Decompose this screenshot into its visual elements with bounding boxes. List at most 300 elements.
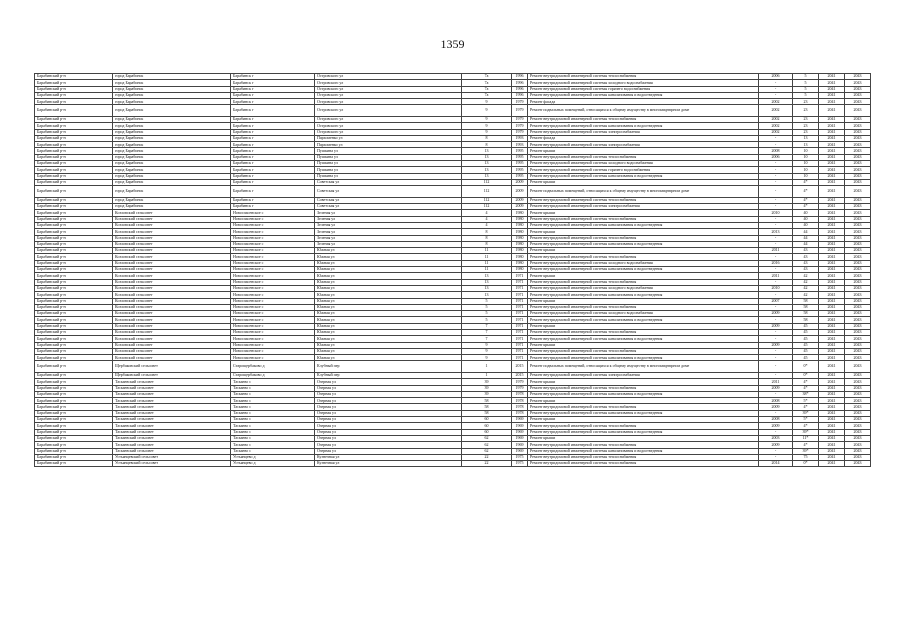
district-cell: Барабинский р-н	[35, 410, 113, 416]
settlement-cell: Устьянцевский сельсовет	[113, 461, 231, 467]
wear-percent-cell: 42	[793, 273, 819, 279]
settlement-cell: Таскаевский сельсовет	[113, 435, 231, 441]
plan-end-year-cell: 2043	[845, 454, 871, 460]
build-year-cell: 1979	[512, 385, 528, 391]
street-cell: Островского ул	[315, 116, 462, 122]
settlement-cell: Таскаевский сельсовет	[113, 379, 231, 385]
plan-start-year-cell: 2041	[819, 461, 845, 467]
street-cell: Зеленая ул	[315, 241, 462, 247]
street-cell: Южная ул	[315, 273, 462, 279]
street-cell: Южная ул	[315, 279, 462, 285]
street-cell: Островского ул	[315, 74, 462, 80]
house-number-cell: 9	[462, 342, 512, 348]
last-repair-year-cell: -	[759, 355, 793, 361]
locality-cell: Барабинск г	[231, 142, 315, 148]
wear-percent-cell: 75	[793, 454, 819, 460]
work-type-cell: Ремонт внутридомовой инженерной системы теплоснабжения	[528, 461, 759, 467]
last-repair-year-cell: 2011	[759, 248, 793, 254]
last-repair-year-cell: -	[759, 186, 793, 198]
street-cell: Южная ул	[315, 254, 462, 260]
house-number-cell: 39	[462, 379, 512, 385]
last-repair-year-cell: -	[759, 135, 793, 141]
locality-cell: Новоспасенское с	[231, 292, 315, 298]
build-year-cell: 1971	[512, 311, 528, 317]
work-type-cell: Ремонт внутридомовой инженерной системы канализования и водоотведения	[528, 317, 759, 323]
district-cell: Барабинский р-н	[35, 279, 113, 285]
house-number-cell: 13	[462, 167, 512, 173]
district-cell: Барабинский р-н	[35, 404, 113, 410]
house-number-cell: 9	[462, 129, 512, 135]
house-number-cell: 8	[462, 229, 512, 235]
plan-end-year-cell: 2043	[845, 129, 871, 135]
house-number-cell: 39	[462, 385, 512, 391]
street-cell: Клубный пер	[315, 372, 462, 378]
house-number-cell: 112	[462, 179, 512, 185]
locality-cell: Барабинск г	[231, 116, 315, 122]
plan-start-year-cell: 2041	[819, 80, 845, 86]
district-cell: Барабинский р-н	[35, 116, 113, 122]
plan-start-year-cell: 2041	[819, 448, 845, 454]
last-repair-year-cell: -	[759, 92, 793, 98]
house-number-cell: 11	[462, 267, 512, 273]
district-cell: Барабинский р-н	[35, 99, 113, 105]
street-cell: Озерная ул	[315, 442, 462, 448]
work-type-cell: Ремонт крыши	[528, 417, 759, 423]
plan-end-year-cell: 2043	[845, 355, 871, 361]
wear-percent-cell: 58	[793, 298, 819, 304]
settlement-cell: Козловский сельсовет	[113, 254, 231, 260]
locality-cell: Новоспасенское с	[231, 342, 315, 348]
work-type-cell: Ремонт внутридомовой инженерной системы канализования и водоотведения	[528, 92, 759, 98]
settlement-cell: Щербаковский сельсовет	[113, 372, 231, 378]
locality-cell: Барабинск г	[231, 99, 315, 105]
plan-start-year-cell: 2041	[819, 410, 845, 416]
build-year-cell: 1979	[512, 129, 528, 135]
locality-cell: Барабинск г	[231, 167, 315, 173]
work-type-cell: Ремонт внутридомовой инженерной системы канализования и водоотведения	[528, 429, 759, 435]
plan-start-year-cell: 2041	[819, 273, 845, 279]
district-cell: Барабинский р-н	[35, 216, 113, 222]
build-year-cell: 1971	[512, 317, 528, 323]
build-year-cell: 1971	[512, 348, 528, 354]
plan-end-year-cell: 2043	[845, 241, 871, 247]
build-year-cell: 1969	[512, 448, 528, 454]
locality-cell: Устьянцево д	[231, 454, 315, 460]
plan-end-year-cell: 2043	[845, 254, 871, 260]
house-number-cell: 1	[462, 372, 512, 378]
last-repair-year-cell: 2010	[759, 285, 793, 291]
street-cell: Южная ул	[315, 292, 462, 298]
plan-end-year-cell: 2043	[845, 235, 871, 241]
plan-start-year-cell: 2041	[819, 267, 845, 273]
district-cell: Барабинский р-н	[35, 186, 113, 198]
plan-end-year-cell: 2043	[845, 304, 871, 310]
last-repair-year-cell: 2011	[759, 379, 793, 385]
build-year-cell: 1971	[512, 342, 528, 348]
wear-percent-cell: 4*	[793, 385, 819, 391]
settlement-cell: Козловский сельсовет	[113, 273, 231, 279]
district-cell: Барабинский р-н	[35, 311, 113, 317]
locality-cell: Барабинск г	[231, 179, 315, 185]
plan-start-year-cell: 2041	[819, 385, 845, 391]
settlement-cell: Козловский сельсовет	[113, 348, 231, 354]
plan-start-year-cell: 2041	[819, 210, 845, 216]
plan-start-year-cell: 2041	[819, 379, 845, 385]
district-cell: Барабинский р-н	[35, 142, 113, 148]
last-repair-year-cell: 2009	[759, 323, 793, 329]
district-cell: Барабинский р-н	[35, 323, 113, 329]
work-type-cell: Ремонт фасада	[528, 135, 759, 141]
last-repair-year-cell: 2008	[759, 417, 793, 423]
settlement-cell: Козловский сельсовет	[113, 311, 231, 317]
street-cell: Озерная ул	[315, 391, 462, 397]
plan-end-year-cell: 2043	[845, 92, 871, 98]
street-cell: Кузнечная ул	[315, 454, 462, 460]
street-cell: Пархоменко ул	[315, 142, 462, 148]
house-number-cell: 5	[462, 311, 512, 317]
plan-end-year-cell: 2043	[845, 311, 871, 317]
plan-end-year-cell: 2043	[845, 179, 871, 185]
district-cell: Барабинский р-н	[35, 336, 113, 342]
plan-start-year-cell: 2041	[819, 235, 845, 241]
work-type-cell: Ремонт внутридомовой инженерной системы канализования и водоотведения	[528, 222, 759, 228]
plan-end-year-cell: 2043	[845, 398, 871, 404]
street-cell: Советская ул	[315, 197, 462, 203]
district-cell: Барабинский р-н	[35, 273, 113, 279]
settlement-cell: Козловский сельсовет	[113, 298, 231, 304]
plan-end-year-cell: 2043	[845, 229, 871, 235]
build-year-cell: 1995	[512, 148, 528, 154]
house-number-cell: 7а	[462, 74, 512, 80]
last-repair-year-cell: 2013	[759, 229, 793, 235]
last-repair-year-cell: 2002	[759, 129, 793, 135]
work-type-cell: Ремонт внутридомовой инженерной системы теплоснабжения	[528, 348, 759, 354]
last-repair-year-cell: -	[759, 222, 793, 228]
wear-percent-cell: 4*	[793, 442, 819, 448]
locality-cell: Новоспасенское с	[231, 311, 315, 317]
house-number-cell: 8	[462, 235, 512, 241]
plan-start-year-cell: 2041	[819, 241, 845, 247]
house-number-cell: 13	[462, 154, 512, 160]
wear-percent-cell: 45	[793, 355, 819, 361]
settlement-cell: Козловский сельсовет	[113, 304, 231, 310]
plan-start-year-cell: 2041	[819, 442, 845, 448]
house-number-cell: 4	[462, 222, 512, 228]
street-cell: Озерная ул	[315, 404, 462, 410]
build-year-cell: 1975	[512, 461, 528, 467]
wear-percent-cell: 5	[793, 86, 819, 92]
settlement-cell: Таскаевский сельсовет	[113, 391, 231, 397]
street-cell: Кузнечная ул	[315, 461, 462, 467]
settlement-cell: город Барабинск	[113, 80, 231, 86]
street-cell: Южная ул	[315, 348, 462, 354]
street-cell: Клубный пер	[315, 361, 462, 373]
district-cell: Барабинский р-н	[35, 317, 113, 323]
last-repair-year-cell: -	[759, 329, 793, 335]
street-cell: Советская ул	[315, 179, 462, 185]
street-cell: Южная ул	[315, 285, 462, 291]
plan-end-year-cell: 2043	[845, 154, 871, 160]
house-number-cell: 13	[462, 173, 512, 179]
street-cell: Южная ул	[315, 267, 462, 273]
work-type-cell: Ремонт внутридомовой инженерной системы теплоснабжения	[528, 116, 759, 122]
district-cell: Барабинский р-н	[35, 248, 113, 254]
plan-start-year-cell: 2041	[819, 260, 845, 266]
last-repair-year-cell: -	[759, 197, 793, 203]
wear-percent-cell: 23	[793, 129, 819, 135]
wear-percent-cell: 58	[793, 304, 819, 310]
house-number-cell: 22	[462, 461, 512, 467]
house-number-cell: 13	[462, 273, 512, 279]
last-repair-year-cell: -	[759, 304, 793, 310]
locality-cell: Барабинск г	[231, 74, 315, 80]
locality-cell: Новоспасенское с	[231, 248, 315, 254]
plan-end-year-cell: 2043	[845, 379, 871, 385]
house-number-cell: 7а	[462, 80, 512, 86]
street-cell: Советская ул	[315, 186, 462, 198]
build-year-cell: 1980	[512, 241, 528, 247]
plan-start-year-cell: 2041	[819, 285, 845, 291]
last-repair-year-cell: 2002	[759, 99, 793, 105]
build-year-cell: 1978	[512, 404, 528, 410]
repair-registry-table	[34, 73, 871, 467]
settlement-cell: город Барабинск	[113, 142, 231, 148]
wear-percent-cell: 40	[793, 210, 819, 216]
locality-cell: Барабинск г	[231, 204, 315, 210]
locality-cell: Барабинск г	[231, 197, 315, 203]
wear-percent-cell: 5*	[793, 398, 819, 404]
street-cell: Озерная ул	[315, 410, 462, 416]
work-type-cell: Ремонт внутридомовой инженерной системы теплоснабжения	[528, 454, 759, 460]
plan-start-year-cell: 2041	[819, 179, 845, 185]
district-cell: Барабинский р-н	[35, 80, 113, 86]
wear-percent-cell: 43	[793, 260, 819, 266]
wear-percent-cell: 4*	[793, 404, 819, 410]
plan-start-year-cell: 2041	[819, 317, 845, 323]
settlement-cell: город Барабинск	[113, 105, 231, 117]
work-type-cell: Ремонт внутридомовой инженерной системы холодного водоснабжения	[528, 161, 759, 167]
plan-start-year-cell: 2041	[819, 173, 845, 179]
locality-cell: Барабинск г	[231, 161, 315, 167]
district-cell: Барабинский р-н	[35, 154, 113, 160]
build-year-cell: 2015	[512, 361, 528, 373]
plan-start-year-cell: 2041	[819, 298, 845, 304]
street-cell: Зеленая ул	[315, 210, 462, 216]
house-number-cell: 5	[462, 298, 512, 304]
last-repair-year-cell: -	[759, 448, 793, 454]
house-number-cell: 39	[462, 391, 512, 397]
district-cell: Барабинский р-н	[35, 442, 113, 448]
work-type-cell: Ремонт внутридомовой инженерной системы холодного водоснабжения	[528, 285, 759, 291]
work-type-cell: Ремонт внутридомовой инженерной системы теплоснабжения	[528, 442, 759, 448]
locality-cell: Новоспасенское с	[231, 298, 315, 304]
locality-cell: Новоспасенское с	[231, 329, 315, 335]
street-cell: Озерная ул	[315, 429, 462, 435]
plan-end-year-cell: 2043	[845, 336, 871, 342]
work-type-cell: Ремонт внутридомовой инженерной системы теплоснабжения	[528, 385, 759, 391]
district-cell: Барабинский р-н	[35, 179, 113, 185]
last-repair-year-cell: -	[759, 454, 793, 460]
wear-percent-cell: 4*	[793, 379, 819, 385]
work-type-cell: Ремонт внутридомовой инженерной системы канализования и водоотведения	[528, 173, 759, 179]
last-repair-year-cell: 2006	[759, 74, 793, 80]
last-repair-year-cell: -	[759, 80, 793, 86]
last-repair-year-cell: -	[759, 317, 793, 323]
house-number-cell: 60	[462, 423, 512, 429]
district-cell: Барабинский р-н	[35, 348, 113, 354]
plan-end-year-cell: 2043	[845, 267, 871, 273]
district-cell: Барабинский р-н	[35, 129, 113, 135]
build-year-cell: 1969	[512, 423, 528, 429]
build-year-cell: 1971	[512, 329, 528, 335]
build-year-cell: 2009	[512, 204, 528, 210]
district-cell: Барабинский р-н	[35, 229, 113, 235]
build-year-cell: 1996	[512, 92, 528, 98]
plan-end-year-cell: 2043	[845, 216, 871, 222]
settlement-cell: город Барабинск	[113, 186, 231, 198]
wear-percent-cell: 10	[793, 154, 819, 160]
district-cell: Барабинский р-н	[35, 448, 113, 454]
wear-percent-cell: 38*	[793, 391, 819, 397]
last-repair-year-cell: -	[759, 216, 793, 222]
plan-end-year-cell: 2043	[845, 167, 871, 173]
work-type-cell: Ремонт внутридомовой инженерной системы теплоснабжения	[528, 254, 759, 260]
settlement-cell: Козловский сельсовет	[113, 235, 231, 241]
settlement-cell: Таскаевский сельсовет	[113, 410, 231, 416]
plan-start-year-cell: 2041	[819, 292, 845, 298]
locality-cell: Таскаево с	[231, 398, 315, 404]
wear-percent-cell: 10	[793, 148, 819, 154]
work-type-cell: Ремонт внутридомовой инженерной системы холодного водоснабжения	[528, 80, 759, 86]
wear-percent-cell: 42	[793, 285, 819, 291]
plan-start-year-cell: 2041	[819, 154, 845, 160]
street-cell: Южная ул	[315, 355, 462, 361]
settlement-cell: город Барабинск	[113, 167, 231, 173]
plan-start-year-cell: 2041	[819, 129, 845, 135]
locality-cell: Таскаево с	[231, 429, 315, 435]
plan-end-year-cell: 2043	[845, 161, 871, 167]
locality-cell: Таскаево с	[231, 435, 315, 441]
street-cell: Зеленая ул	[315, 229, 462, 235]
locality-cell: Таскаево с	[231, 404, 315, 410]
district-cell: Барабинский р-н	[35, 254, 113, 260]
house-number-cell: 112	[462, 197, 512, 203]
work-type-cell: Ремонт внутридомовой инженерной системы теплоснабжения	[528, 279, 759, 285]
street-cell: Пушкина ул	[315, 167, 462, 173]
wear-percent-cell: 43	[793, 248, 819, 254]
wear-percent-cell: 13	[793, 142, 819, 148]
settlement-cell: город Барабинск	[113, 135, 231, 141]
plan-start-year-cell: 2041	[819, 311, 845, 317]
street-cell: Озерная ул	[315, 398, 462, 404]
district-cell: Барабинский р-н	[35, 86, 113, 92]
build-year-cell: 1979	[512, 116, 528, 122]
plan-start-year-cell: 2041	[819, 216, 845, 222]
plan-end-year-cell: 2043	[845, 298, 871, 304]
locality-cell: Новоспасенское с	[231, 229, 315, 235]
plan-start-year-cell: 2041	[819, 279, 845, 285]
plan-end-year-cell: 2043	[845, 105, 871, 117]
build-year-cell: 1980	[512, 210, 528, 216]
last-repair-year-cell: -	[759, 372, 793, 378]
house-number-cell: 9	[462, 116, 512, 122]
build-year-cell: 1980	[512, 267, 528, 273]
settlement-cell: Козловский сельсовет	[113, 342, 231, 348]
last-repair-year-cell: -	[759, 179, 793, 185]
wear-percent-cell: 0*	[793, 361, 819, 373]
house-number-cell: 9	[462, 123, 512, 129]
settlement-cell: Козловский сельсовет	[113, 267, 231, 273]
locality-cell: Старощербаково д	[231, 372, 315, 378]
plan-start-year-cell: 2041	[819, 142, 845, 148]
locality-cell: Барабинск г	[231, 129, 315, 135]
settlement-cell: Козловский сельсовет	[113, 279, 231, 285]
work-type-cell: Ремонт крыши	[528, 179, 759, 185]
build-year-cell: 1971	[512, 292, 528, 298]
settlement-cell: город Барабинск	[113, 154, 231, 160]
plan-end-year-cell: 2043	[845, 116, 871, 122]
table-row	[35, 186, 871, 198]
settlement-cell: город Барабинск	[113, 99, 231, 105]
build-year-cell: 2009	[512, 197, 528, 203]
district-cell: Барабинский р-н	[35, 222, 113, 228]
house-number-cell: 4	[462, 216, 512, 222]
district-cell: Барабинский р-н	[35, 304, 113, 310]
plan-end-year-cell: 2043	[845, 273, 871, 279]
wear-percent-cell: 4*	[793, 204, 819, 210]
work-type-cell: Ремонт внутридомовой инженерной системы теплоснабжения	[528, 329, 759, 335]
work-type-cell: Ремонт внутридомовой инженерной системы теплоснабжения	[528, 197, 759, 203]
last-repair-year-cell: 2007	[759, 298, 793, 304]
district-cell: Барабинский р-н	[35, 92, 113, 98]
plan-start-year-cell: 2041	[819, 204, 845, 210]
work-type-cell: Ремонт внутридомовой инженерной системы канализования и водоотведения	[528, 448, 759, 454]
locality-cell: Барабинск г	[231, 80, 315, 86]
last-repair-year-cell: -	[759, 161, 793, 167]
house-number-cell: 22	[462, 454, 512, 460]
build-year-cell: 1980	[512, 260, 528, 266]
wear-percent-cell: 10	[793, 161, 819, 167]
last-repair-year-cell: 2009	[759, 404, 793, 410]
settlement-cell: город Барабинск	[113, 148, 231, 154]
plan-end-year-cell: 2043	[845, 361, 871, 373]
last-repair-year-cell: -	[759, 204, 793, 210]
plan-start-year-cell: 2041	[819, 167, 845, 173]
settlement-cell: Козловский сельсовет	[113, 222, 231, 228]
plan-end-year-cell: 2043	[845, 348, 871, 354]
wear-percent-cell: 23	[793, 123, 819, 129]
district-cell: Барабинский р-н	[35, 197, 113, 203]
wear-percent-cell: 45	[793, 329, 819, 335]
work-type-cell: Ремонт внутридомовой инженерной системы теплоснабжения	[528, 423, 759, 429]
last-repair-year-cell: 2002	[759, 116, 793, 122]
plan-end-year-cell: 2043	[845, 210, 871, 216]
plan-end-year-cell: 2043	[845, 86, 871, 92]
build-year-cell: 2009	[512, 179, 528, 185]
plan-end-year-cell: 2043	[845, 80, 871, 86]
street-cell: Южная ул	[315, 336, 462, 342]
plan-start-year-cell: 2041	[819, 355, 845, 361]
street-cell: Островского ул	[315, 123, 462, 129]
district-cell: Барабинский р-н	[35, 241, 113, 247]
last-repair-year-cell: 2014	[759, 461, 793, 467]
locality-cell: Новоспасенское с	[231, 336, 315, 342]
locality-cell: Барабинск г	[231, 123, 315, 129]
locality-cell: Новоспасенское с	[231, 267, 315, 273]
street-cell: Зеленая ул	[315, 235, 462, 241]
wear-percent-cell: 44	[793, 229, 819, 235]
wear-percent-cell: 43	[793, 267, 819, 273]
